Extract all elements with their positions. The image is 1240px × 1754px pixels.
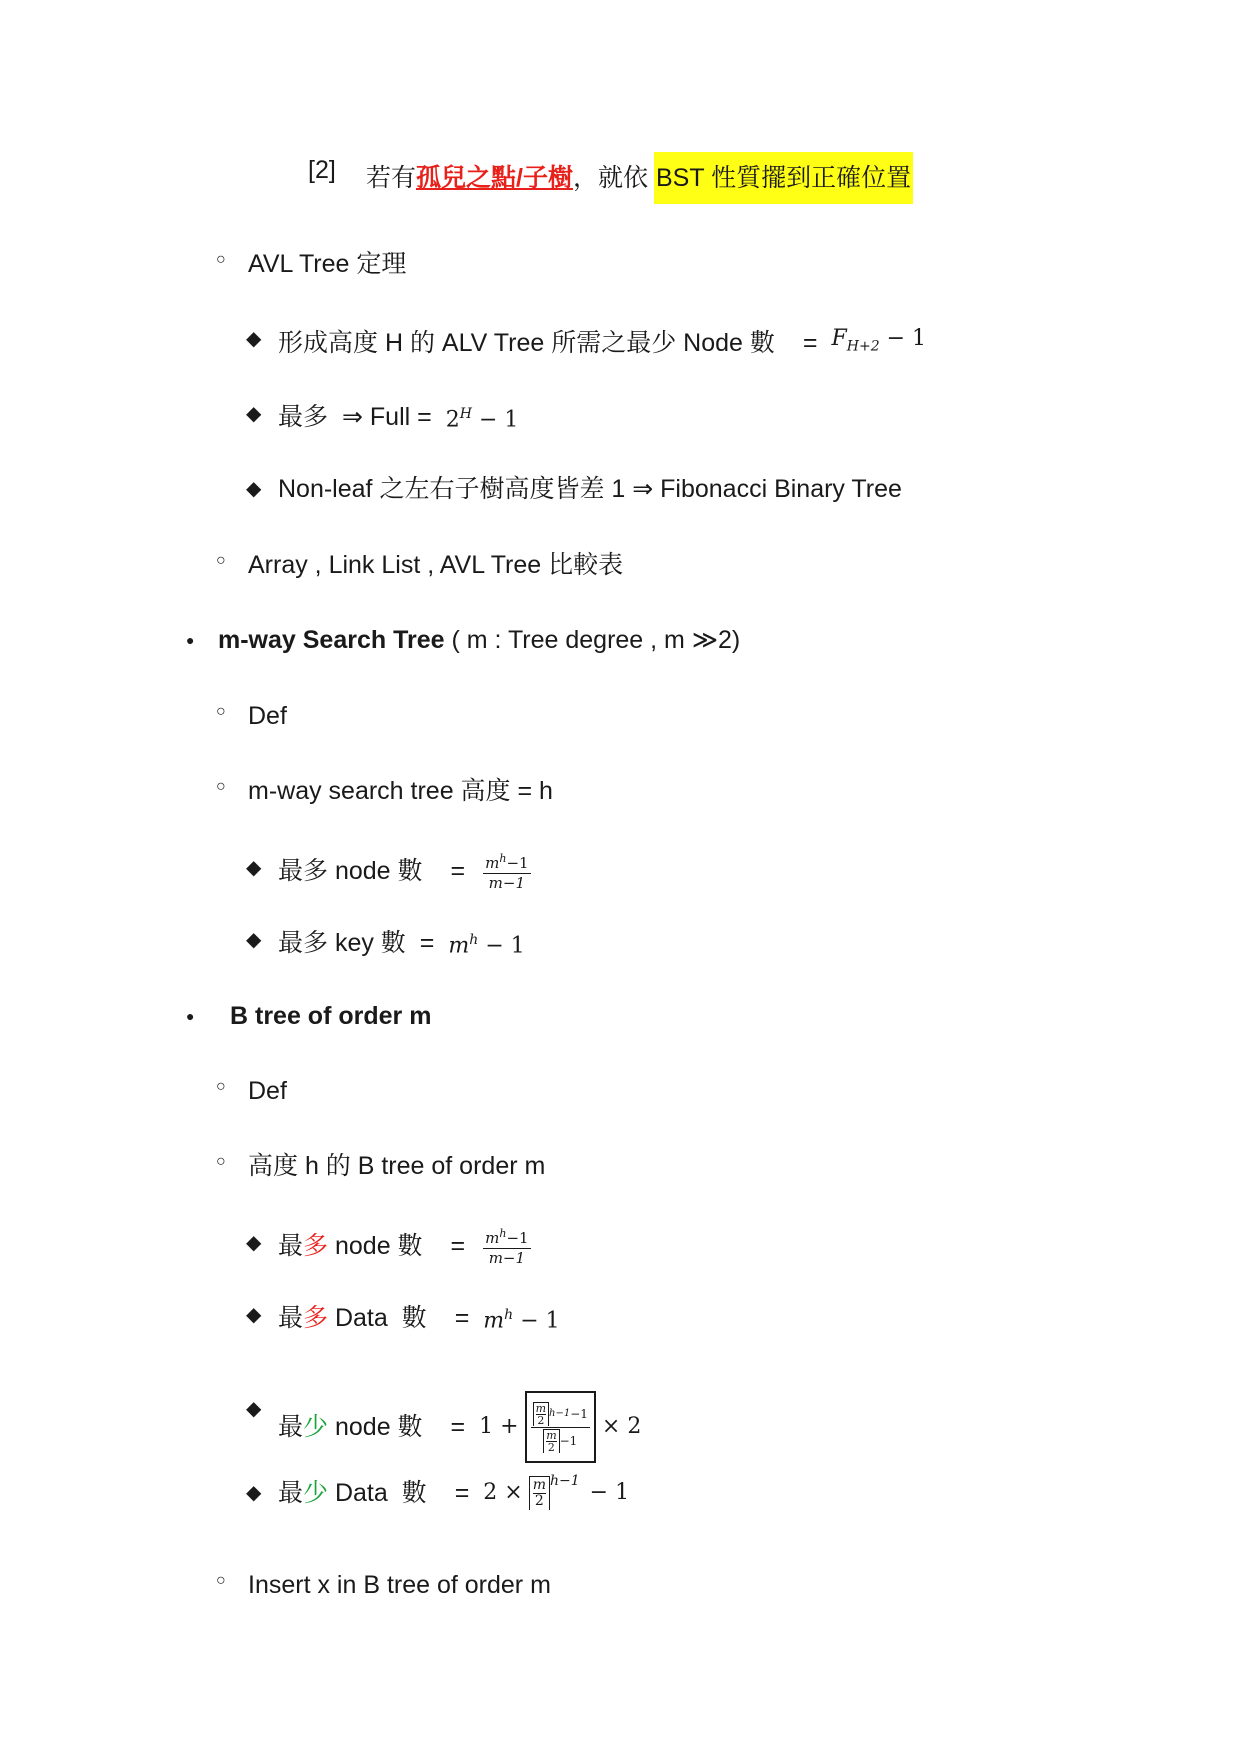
ceil-den-m: m (546, 1428, 557, 1442)
fib-formula (831, 321, 926, 364)
full-base: 2 (445, 407, 460, 433)
key-formula (448, 922, 524, 964)
heading-text (366, 152, 913, 204)
dot-bullet: ● (186, 1008, 195, 1024)
circle-bullet: ○ (216, 251, 226, 268)
min-data-pre: 最 (278, 1479, 304, 1507)
diamond-bullet: ◆ (246, 1304, 262, 1326)
ceil-exp: h−1 (549, 1407, 571, 1419)
ceil-m: m (535, 1401, 547, 1415)
max-data-m: m (483, 1308, 505, 1334)
min-data-ceil (529, 1476, 550, 1510)
min-data-tail: − 1 (589, 1480, 630, 1505)
frac-m: m (485, 854, 500, 872)
diamond-bullet: ◆ (246, 403, 262, 425)
max-data-color: 多 (303, 1304, 329, 1333)
heading-emph: 孤兒之點/子樹 (416, 164, 573, 192)
diamond-bullet: ◆ (246, 1398, 262, 1420)
max-node-color: 多 (303, 1232, 329, 1260)
equals: = (419, 929, 435, 958)
btree-title: B tree of order m (230, 1002, 432, 1030)
btree-min-node (278, 1391, 641, 1463)
diamond-bullet: ◆ (246, 1232, 262, 1254)
ceil-m2 (533, 1402, 549, 1426)
avl-title: AVL Tree 定理 (248, 250, 407, 278)
max-node-pre: 最 (278, 1232, 304, 1260)
fib-F: F (831, 326, 847, 351)
circle-bullet: ○ (216, 1572, 226, 1589)
full-formula (446, 396, 519, 438)
min-node-fraction (531, 1402, 590, 1453)
btree-max-data (278, 1297, 560, 1339)
full-tail: − 1 (478, 407, 519, 433)
mway-title-bold: m-way Search Tree (218, 626, 445, 654)
num-tail: −1 (570, 1406, 588, 1421)
mway-height: m-way search tree 高度 = h (248, 777, 553, 805)
min-data-exp: h−1 (550, 1473, 580, 1489)
equals: = (454, 1304, 470, 1333)
diamond-bullet: ◆ (246, 478, 262, 500)
min-data-two-times: 2 × (483, 1480, 523, 1505)
max-data-tail: − 1 (520, 1308, 560, 1334)
ceil-two: 2 (537, 1413, 545, 1427)
btree-height: 高度 h 的 B tree of order m (248, 1152, 546, 1180)
ceil-den-two: 2 (547, 1440, 555, 1454)
min-node-formula (479, 1391, 641, 1463)
den-tail: −1 (559, 1433, 578, 1448)
key-m: m (448, 933, 470, 959)
mway-node-text: 最多 node 數 (278, 857, 423, 885)
frac-tail: −1 (506, 854, 529, 872)
diamond-bullet: ◆ (246, 1482, 262, 1504)
min-node-post: node 數 (328, 1413, 423, 1441)
mway-title-rest: ( m : Tree degree , m ≫2) (444, 626, 741, 654)
min-data-formula (483, 1475, 629, 1511)
circle-bullet: ○ (216, 1078, 226, 1095)
min-node-color: 少 (303, 1413, 329, 1441)
btree-min-data (278, 1475, 629, 1511)
heading-highlight: BST 性質擺到正確位置 (654, 152, 913, 204)
circle-bullet: ○ (216, 703, 226, 720)
heading-mid: ，就依 (572, 164, 648, 192)
frac-den: m−1 (488, 874, 526, 892)
avl-compare: Array , Link List , AVL Tree 比較表 (248, 551, 624, 579)
frac-tail: −1 (506, 1229, 529, 1247)
fib-tail: − 1 (886, 326, 927, 351)
equals: = (450, 1413, 466, 1441)
full-exp: H (459, 406, 472, 422)
frac-h: h (499, 1227, 507, 1240)
avl-item2-text: 最多 (278, 403, 329, 432)
btree-def: Def (248, 1077, 287, 1105)
min-data-color: 少 (303, 1479, 329, 1507)
equals: = (450, 1232, 466, 1260)
ceil-m2-den (543, 1429, 559, 1453)
min-data-two: 2 (534, 1493, 544, 1509)
mway-title (218, 622, 740, 658)
fib-sub: H+2 (846, 338, 880, 355)
equals: = (802, 328, 818, 357)
equals: = (450, 857, 466, 885)
mway-def: Def (248, 702, 287, 730)
circle-bullet: ○ (216, 1153, 226, 1170)
mway-node-fraction (483, 850, 530, 892)
max-data-pre: 最 (278, 1304, 304, 1333)
mway-node (278, 850, 535, 892)
frac-m: m (485, 1229, 500, 1247)
circle-bullet: ○ (216, 552, 226, 569)
avl-item2 (278, 396, 518, 438)
btree-insert: Insert x in B tree of order m (248, 1571, 551, 1599)
min-node-bracket (525, 1391, 596, 1463)
avl-item2-arrow: ⇒ Full = (342, 403, 432, 432)
max-data-post: Data 數 (328, 1304, 427, 1333)
min-node-pre: 最 (278, 1413, 304, 1441)
mway-key-text: 最多 key 數 (278, 929, 406, 958)
diamond-bullet: ◆ (246, 929, 262, 951)
dot-bullet: ● (186, 632, 195, 648)
equals: = (454, 1479, 470, 1507)
min-data-post: Data 數 (328, 1479, 427, 1507)
mway-key (278, 922, 525, 964)
min-node-one-plus: 1 + (479, 1414, 519, 1439)
heading-pre: 若有 (366, 164, 417, 192)
avl-item1 (278, 321, 926, 364)
key-h: h (469, 932, 479, 948)
btree-max-node (278, 1225, 535, 1267)
max-data-h: h (504, 1307, 514, 1323)
max-node-post: node 數 (328, 1232, 423, 1260)
heading-number: [2] (308, 156, 336, 184)
frac-h: h (499, 852, 507, 865)
avl-item1-text: 形成高度 H 的 ALV Tree 所需之最少 Node 數 (278, 328, 775, 357)
min-data-m: m (532, 1477, 547, 1493)
frac-den: m−1 (488, 1249, 526, 1267)
circle-bullet: ○ (216, 778, 226, 795)
avl-item3: Non-leaf 之左右子樹高度皆差 1 ⇒ Fibonacci Binary Tree (278, 475, 902, 503)
diamond-bullet: ◆ (246, 328, 262, 350)
btree-max-node-fraction (483, 1225, 530, 1267)
max-data-formula (483, 1297, 559, 1339)
diamond-bullet: ◆ (246, 857, 262, 879)
min-node-times-two: × 2 (601, 1414, 642, 1439)
key-tail: − 1 (485, 933, 525, 959)
